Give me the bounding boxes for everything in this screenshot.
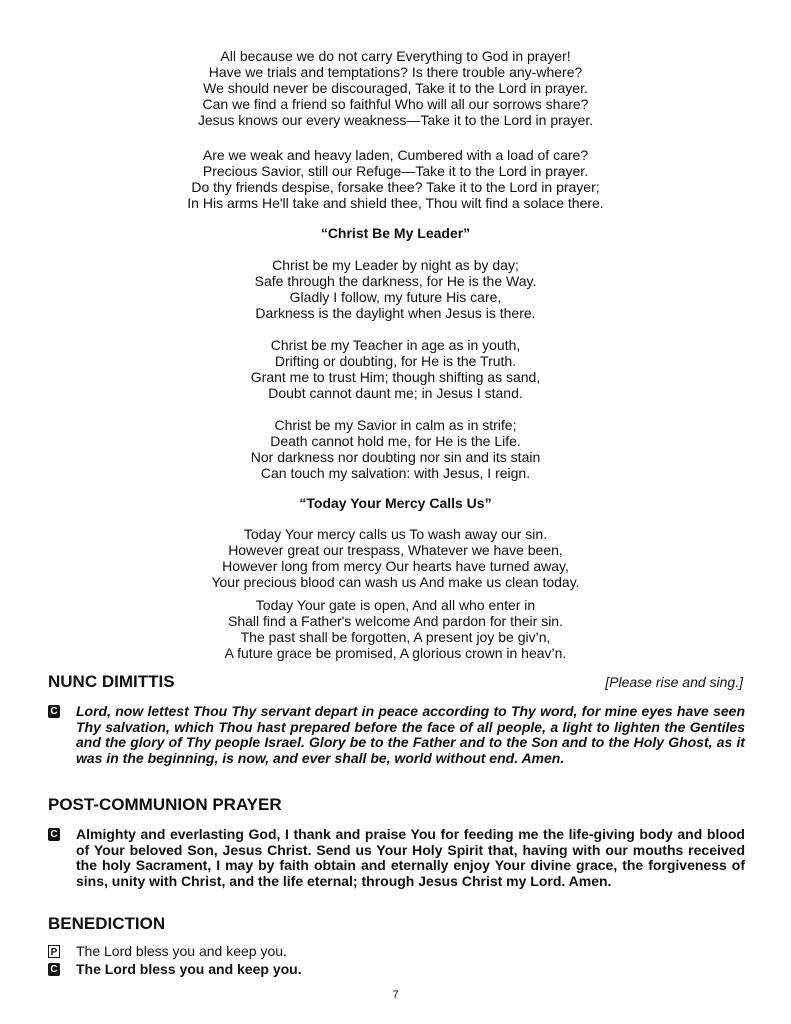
lyric-line: Gladly I follow, my future His care,	[289, 289, 502, 305]
lyric-line: However long from mercy Our hearts have turned away,	[222, 558, 569, 574]
lyric-line: Today Your mercy calls us To wash away our sin.	[243, 526, 548, 542]
lyric-line: Shall find a Father's welcome And pardon for their sin.	[228, 613, 563, 629]
hymn2-stanza-2	[0, 337, 791, 401]
pastor-marker-icon: P	[48, 945, 60, 958]
nunc-dimittis-response	[48, 704, 745, 766]
lyric-line: Can touch my salvation: with Jesus, I reign.	[260, 465, 531, 481]
post-communion-heading: POST-COMMUNION PRAYER	[48, 795, 282, 814]
benediction-pastor-line	[48, 944, 745, 960]
nunc-dimittis-text: Lord, now lettest Thou Thy servant depart in peace according to Thy word, for mine eyes have seen Thy salvation, which Thou hast prepared before the face of all people, a light to lighten the Gentiles and the glory of Thy people Israel. Glory be to the Father and to the Son and to the Holy Ghost, as it was in the beginning, is now, and ever shall be, world without end. Amen.	[76, 703, 745, 766]
lyric-line: Have we trials and temptations? Is there trouble any-where?	[208, 64, 583, 80]
lyric-line: Doubt cannot daunt me; in Jesus I stand.	[268, 385, 523, 401]
lyric-line: Drifting or doubting, for He is the Truth.	[274, 353, 517, 369]
lyric-line: Today Your gate is open, And all who enter in	[255, 597, 536, 613]
benediction-congregation-text: The Lord bless you and keep you.	[76, 961, 302, 977]
lyric-line: Are we weak and heavy laden, Cumbered with a load of care?	[202, 147, 589, 163]
hymn3-stanza-2	[0, 597, 791, 661]
lyric-line: Christ be my Leader by night as by day;	[272, 257, 519, 273]
page-number: 7	[392, 989, 399, 1001]
congregation-marker-icon: C	[48, 705, 60, 718]
post-communion-text: Almighty and everlasting God, I thank and praise You for feeding me the life-giving body and blood of Your beloved Son, Jesus Christ. Send us Your Holy Spirit that, having with our mouths received the holy Sacrament, I may by faith obtain and eternally enjoy Your divine grace, the forgiveness of sins, unity with Christ, and the life eternal; through Jesus Christ my Lord. Amen.	[76, 826, 745, 889]
lyric-line: Darkness is the daylight when Jesus is there.	[255, 305, 536, 321]
congregation-marker-icon: C	[48, 828, 60, 841]
lyric-line: A future grace be promised, A glorious crown in heav’n.	[224, 645, 567, 661]
lyric-line: We should never be discouraged, Take it to the Lord in prayer.	[203, 80, 588, 96]
lyric-line: Precious Savior, still our Refuge—Take it to the Lord in prayer.	[202, 163, 589, 179]
hymn3-stanza-1	[0, 526, 791, 590]
lyric-line: However great our trespass, Whatever we have been,	[228, 542, 563, 558]
lyric-line: The past shall be forgotten, A present joy be giv’n,	[240, 629, 551, 645]
lyric-line: Can we find a friend so faithful Who will all our sorrows share?	[202, 96, 589, 112]
hymn-title-today-your-mercy: “Today Your Mercy Calls Us”	[299, 495, 492, 511]
rubric-note-text: [Please rise and sing.]	[605, 674, 743, 690]
hymn-title-christ-be-my-leader: “Christ Be My Leader”	[320, 225, 471, 241]
lyric-line: Your precious blood can wash us And make us clean today.	[211, 574, 580, 590]
lyric-line: All because we do not carry Everything to God in prayer!	[220, 48, 571, 64]
congregation-marker-icon: C	[48, 963, 60, 976]
lyric-line: Jesus knows our every weakness—Take it to the Lord in prayer.	[197, 112, 594, 128]
post-communion-response	[48, 827, 745, 889]
lyric-line: Grant me to trust Him; though shifting as sand,	[250, 369, 541, 385]
hymn-intro-stanza-2	[0, 147, 791, 211]
benediction-congregation-line	[48, 962, 745, 978]
benediction-pastor-text: The Lord bless you and keep you.	[76, 943, 287, 959]
benediction-heading: BENEDICTION	[48, 914, 166, 933]
nunc-dimittis-heading: NUNC DIMITTIS	[48, 672, 175, 691]
lyric-line: Safe through the darkness, for He is the Way.	[254, 273, 537, 289]
lyric-line: Do thy friends despise, forsake thee? Take it to the Lord in prayer;	[191, 179, 600, 195]
lyric-line: Nor darkness nor doubting nor sin and its stain	[250, 449, 541, 465]
hymn2-stanza-1	[0, 257, 791, 321]
lyric-line: Christ be my Teacher in age as in youth,	[270, 337, 521, 353]
lyric-line: Christ be my Savior in calm as in strife;	[274, 417, 517, 433]
lyric-line: In His arms He'll take and shield thee, Thou wilt find a solace there.	[187, 195, 604, 211]
lyric-line: Death cannot hold me, for He is the Life.	[270, 433, 521, 449]
hymn2-stanza-3	[0, 417, 791, 481]
rubric-note	[605, 673, 743, 691]
hymn-intro-stanza-1	[0, 48, 791, 128]
